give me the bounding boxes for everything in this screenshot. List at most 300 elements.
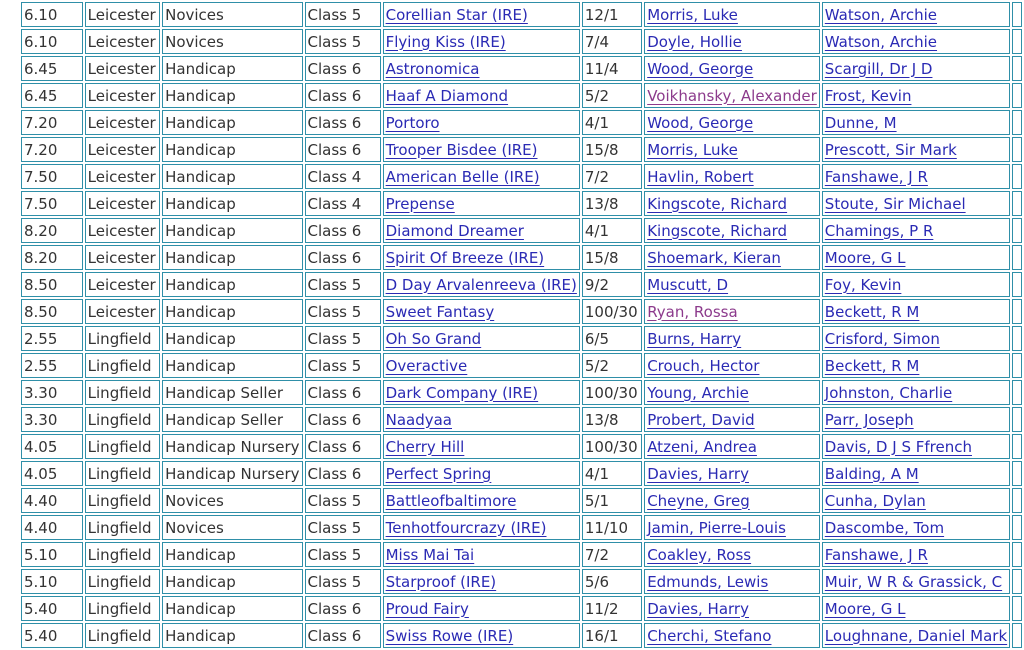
jockey-cell — [644, 272, 820, 297]
horse-link[interactable]: Corellian Star (IRE) — [385, 5, 528, 24]
trainer-cell — [822, 83, 1010, 108]
horse-link[interactable]: Oh So Grand — [385, 329, 482, 348]
race-type-cell — [162, 326, 302, 351]
course-cell — [85, 515, 160, 540]
race-time-cell — [21, 380, 83, 405]
odds-cell — [582, 56, 642, 81]
odds-text: 4/1 — [584, 221, 610, 240]
race-time-text: 3.30 — [24, 383, 58, 402]
race-class-cell — [305, 29, 381, 54]
trainer-link[interactable]: Beckett, R M — [824, 356, 920, 375]
trainer-cell — [822, 245, 1010, 270]
course-text: Leicester — [87, 113, 156, 132]
trainer-link[interactable]: Crisford, Simon — [824, 329, 940, 348]
race-time-cell — [21, 461, 83, 486]
table-row — [21, 29, 1022, 54]
odds-text: 16/1 — [584, 626, 619, 645]
race-time-text: 8.20 — [24, 221, 58, 240]
race-class-text: Class 4 — [307, 167, 362, 186]
course-text: Lingfield — [87, 329, 152, 348]
course-cell — [85, 137, 160, 162]
jockey-link[interactable]: Cherchi, Stefano — [647, 626, 772, 645]
trainer-link[interactable]: Balding, A M — [824, 464, 919, 483]
table-row — [21, 299, 1022, 324]
race-class-text: Class 4 — [307, 194, 362, 213]
horse-link[interactable]: Trooper Bisdee (IRE) — [385, 140, 538, 159]
race-time-cell — [21, 569, 83, 594]
trainer-cell — [822, 2, 1010, 27]
jockey-link[interactable]: Young, Archie — [647, 383, 749, 402]
jockey-cell — [644, 29, 820, 54]
race-class-text: Class 6 — [307, 599, 362, 618]
race-time-cell — [21, 623, 83, 648]
course-text: Lingfield — [87, 410, 152, 429]
trainer-cell — [822, 191, 1010, 216]
race-type-cell — [162, 110, 302, 135]
trainer-link[interactable]: Prescott, Sir Mark — [824, 140, 957, 159]
trainer-link[interactable]: Cunha, Dylan — [824, 491, 926, 510]
horse-link[interactable]: Cherry Hill — [385, 437, 465, 456]
race-class-text: Class 6 — [307, 437, 362, 456]
odds-cell — [582, 29, 642, 54]
table-row — [21, 488, 1022, 513]
race-class-cell — [305, 137, 381, 162]
course-text: Leicester — [87, 275, 156, 294]
odds-cell — [582, 299, 642, 324]
race-type-cell — [162, 245, 302, 270]
jockey-link[interactable]: Cheyne, Greg — [647, 491, 750, 510]
trainer-link[interactable]: Fanshawe, J R — [824, 167, 928, 186]
race-class-cell — [305, 191, 381, 216]
odds-cell — [582, 434, 642, 459]
horse-link[interactable]: Dark Company (IRE) — [385, 383, 539, 402]
jockey-link[interactable]: Atzeni, Andrea — [647, 437, 757, 456]
horse-link[interactable]: Swiss Rowe (IRE) — [385, 626, 514, 645]
trainer-link[interactable]: Frost, Kevin — [824, 86, 912, 105]
race-class-text: Class 6 — [307, 410, 362, 429]
horse-link[interactable]: Tenhotfourcrazy (IRE) — [385, 518, 547, 537]
odds-text: 11/4 — [584, 59, 619, 78]
trainer-cell — [822, 380, 1010, 405]
course-cell — [85, 569, 160, 594]
overflow-column-cell — [1012, 56, 1022, 81]
odds-text: 5/6 — [584, 572, 610, 591]
race-type-cell — [162, 2, 302, 27]
horse-cell — [383, 218, 580, 243]
overflow-column-cell — [1012, 245, 1022, 270]
race-type-text: Handicap Seller — [165, 410, 283, 429]
race-time-text: 7.50 — [24, 167, 58, 186]
horse-cell — [383, 272, 580, 297]
horse-link[interactable]: Astronomica — [385, 59, 480, 78]
odds-text: 4/1 — [584, 113, 610, 132]
horse-link[interactable]: Miss Mai Tai — [385, 545, 475, 564]
jockey-cell — [644, 299, 820, 324]
race-type-cell — [162, 191, 302, 216]
trainer-cell — [822, 272, 1010, 297]
race-time-cell — [21, 245, 83, 270]
overflow-column-cell — [1012, 29, 1022, 54]
horse-link[interactable]: Diamond Dreamer — [385, 221, 524, 240]
course-cell — [85, 2, 160, 27]
horse-link[interactable]: Prepense — [385, 194, 455, 213]
trainer-link[interactable]: Watson, Archie — [824, 5, 938, 24]
odds-cell — [582, 326, 642, 351]
race-time-text: 8.50 — [24, 302, 58, 321]
race-type-cell — [162, 569, 302, 594]
table-row — [21, 218, 1022, 243]
trainer-link[interactable]: Johnston, Charlie — [824, 383, 953, 402]
odds-text: 6/5 — [584, 329, 610, 348]
jockey-cell — [644, 515, 820, 540]
course-cell — [85, 407, 160, 432]
odds-text: 13/8 — [584, 194, 619, 213]
race-class-text: Class 5 — [307, 545, 362, 564]
results-table — [19, 0, 1024, 650]
race-time-text: 8.20 — [24, 248, 58, 267]
trainer-cell — [822, 569, 1010, 594]
race-time-cell — [21, 596, 83, 621]
jockey-link[interactable]: Morris, Luke — [647, 5, 738, 24]
course-cell — [85, 218, 160, 243]
jockey-cell — [644, 623, 820, 648]
horse-cell — [383, 2, 580, 27]
horse-cell — [383, 515, 580, 540]
course-cell — [85, 245, 160, 270]
jockey-cell — [644, 542, 820, 567]
odds-cell — [582, 272, 642, 297]
horse-cell — [383, 56, 580, 81]
race-time-cell — [21, 218, 83, 243]
race-class-text: Class 6 — [307, 248, 362, 267]
course-text: Lingfield — [87, 383, 152, 402]
race-time-text: 4.05 — [24, 437, 58, 456]
table-row — [21, 245, 1022, 270]
trainer-link[interactable]: Dunne, M — [824, 113, 897, 132]
race-class-cell — [305, 218, 381, 243]
trainer-cell — [822, 515, 1010, 540]
overflow-column-cell — [1012, 407, 1022, 432]
jockey-cell — [644, 569, 820, 594]
horse-link[interactable]: Starproof (IRE) — [385, 572, 497, 591]
overflow-column-cell — [1012, 164, 1022, 189]
trainer-link[interactable]: Davis, D J S Ffrench — [824, 437, 972, 456]
race-time-cell — [21, 434, 83, 459]
jockey-link[interactable]: Doyle, Hollie — [647, 32, 742, 51]
odds-cell — [582, 596, 642, 621]
odds-cell — [582, 137, 642, 162]
table-row — [21, 56, 1022, 81]
race-class-text: Class 5 — [307, 356, 362, 375]
odds-text: 15/8 — [584, 140, 619, 159]
race-type-cell — [162, 137, 302, 162]
race-type-text: Handicap — [165, 302, 236, 321]
race-class-text: Class 6 — [307, 626, 362, 645]
race-time-cell — [21, 164, 83, 189]
horse-cell — [383, 434, 580, 459]
horse-cell — [383, 137, 580, 162]
trainer-link[interactable]: Foy, Kevin — [824, 275, 902, 294]
course-cell — [85, 623, 160, 648]
odds-text: 13/8 — [584, 410, 619, 429]
trainer-link[interactable]: Watson, Archie — [824, 32, 938, 51]
table-row — [21, 83, 1022, 108]
race-class-cell — [305, 326, 381, 351]
odds-text: 7/2 — [584, 545, 610, 564]
trainer-cell — [822, 461, 1010, 486]
race-type-cell — [162, 56, 302, 81]
trainer-cell — [822, 326, 1010, 351]
race-time-text: 6.45 — [24, 86, 58, 105]
horse-link[interactable]: Haaf A Diamond — [385, 86, 509, 105]
odds-cell — [582, 191, 642, 216]
race-class-cell — [305, 596, 381, 621]
race-type-text: Handicap Nursery — [165, 437, 300, 456]
jockey-cell — [644, 137, 820, 162]
course-text: Leicester — [87, 140, 156, 159]
jockey-link[interactable]: Ryan, Rossa — [647, 302, 738, 321]
horse-cell — [383, 596, 580, 621]
course-text: Lingfield — [87, 599, 152, 618]
horse-link[interactable]: Overactive — [385, 356, 468, 375]
race-time-cell — [21, 137, 83, 162]
course-cell — [85, 596, 160, 621]
jockey-link[interactable]: Davies, Harry — [647, 464, 749, 483]
race-time-text: 5.40 — [24, 626, 58, 645]
horse-link[interactable]: D Day Arvalenreeva (IRE) — [385, 275, 577, 294]
race-class-text: Class 6 — [307, 59, 362, 78]
horse-link[interactable]: American Belle (IRE) — [385, 167, 540, 186]
overflow-column-cell — [1012, 434, 1022, 459]
course-cell — [85, 488, 160, 513]
course-cell — [85, 353, 160, 378]
horse-cell — [383, 110, 580, 135]
odds-cell — [582, 110, 642, 135]
course-text: Leicester — [87, 221, 156, 240]
trainer-link[interactable]: Moore, G L — [824, 599, 906, 618]
jockey-link[interactable]: Morris, Luke — [647, 140, 738, 159]
odds-text: 4/1 — [584, 464, 610, 483]
trainer-cell — [822, 596, 1010, 621]
overflow-column-cell — [1012, 191, 1022, 216]
race-class-cell — [305, 515, 381, 540]
jockey-link[interactable]: Voikhansky, Alexander — [647, 86, 817, 105]
trainer-link[interactable]: Loughnane, Daniel Mark — [824, 626, 1008, 645]
table-row — [21, 380, 1022, 405]
overflow-column-cell — [1012, 299, 1022, 324]
race-type-cell — [162, 29, 302, 54]
horse-cell — [383, 461, 580, 486]
trainer-cell — [822, 407, 1010, 432]
horse-cell — [383, 164, 580, 189]
course-text: Leicester — [87, 32, 156, 51]
race-class-text: Class 6 — [307, 221, 362, 240]
jockey-link[interactable]: Kingscote, Richard — [647, 194, 788, 213]
jockey-link[interactable]: Wood, George — [647, 113, 754, 132]
horse-cell — [383, 569, 580, 594]
course-cell — [85, 299, 160, 324]
race-time-cell — [21, 272, 83, 297]
odds-text: 11/10 — [584, 518, 629, 537]
trainer-link[interactable]: Scargill, Dr J D — [824, 59, 933, 78]
odds-cell — [582, 461, 642, 486]
race-time-text: 6.10 — [24, 32, 58, 51]
odds-text: 9/2 — [584, 275, 610, 294]
course-text: Leicester — [87, 5, 156, 24]
horse-link[interactable]: Portoro — [385, 113, 440, 132]
jockey-link[interactable]: Davies, Harry — [647, 599, 749, 618]
odds-text: 15/8 — [584, 248, 619, 267]
race-time-cell — [21, 56, 83, 81]
trainer-link[interactable]: Moore, G L — [824, 248, 906, 267]
horse-link[interactable]: Flying Kiss (IRE) — [385, 32, 506, 51]
jockey-link[interactable]: Burns, Harry — [647, 329, 742, 348]
odds-cell — [582, 623, 642, 648]
overflow-column-cell — [1012, 83, 1022, 108]
race-type-text: Handicap — [165, 545, 236, 564]
trainer-link[interactable]: Dascombe, Tom — [824, 518, 945, 537]
jockey-link[interactable]: Muscutt, D — [647, 275, 729, 294]
race-class-text: Class 6 — [307, 140, 362, 159]
table-row — [21, 434, 1022, 459]
horse-link[interactable]: Sweet Fantasy — [385, 302, 495, 321]
race-type-cell — [162, 380, 302, 405]
overflow-column-cell — [1012, 623, 1022, 648]
jockey-link[interactable]: Crouch, Hector — [647, 356, 760, 375]
race-class-cell — [305, 299, 381, 324]
table-row — [21, 542, 1022, 567]
horse-cell — [383, 245, 580, 270]
jockey-cell — [644, 353, 820, 378]
race-type-text: Handicap — [165, 140, 236, 159]
jockey-cell — [644, 596, 820, 621]
race-type-cell — [162, 353, 302, 378]
race-class-cell — [305, 569, 381, 594]
odds-text: 11/2 — [584, 599, 619, 618]
race-type-text: Handicap — [165, 113, 236, 132]
odds-text: 100/30 — [584, 437, 638, 456]
course-cell — [85, 272, 160, 297]
overflow-column-cell — [1012, 569, 1022, 594]
race-time-text: 5.10 — [24, 572, 58, 591]
race-time-text: 2.55 — [24, 356, 58, 375]
jockey-cell — [644, 164, 820, 189]
jockey-link[interactable]: Havlin, Robert — [647, 167, 754, 186]
race-time-cell — [21, 110, 83, 135]
odds-text: 5/2 — [584, 86, 610, 105]
race-time-cell — [21, 191, 83, 216]
trainer-cell — [822, 56, 1010, 81]
table-row — [21, 191, 1022, 216]
trainer-link[interactable]: Fanshawe, J R — [824, 545, 928, 564]
race-time-cell — [21, 326, 83, 351]
race-time-cell — [21, 407, 83, 432]
odds-cell — [582, 245, 642, 270]
race-class-cell — [305, 164, 381, 189]
race-time-text: 5.10 — [24, 545, 58, 564]
race-class-text: Class 5 — [307, 491, 362, 510]
horse-cell — [383, 29, 580, 54]
jockey-cell — [644, 56, 820, 81]
trainer-cell — [822, 137, 1010, 162]
race-type-text: Handicap — [165, 167, 236, 186]
jockey-link[interactable]: Wood, George — [647, 59, 754, 78]
course-text: Lingfield — [87, 437, 152, 456]
horse-link[interactable]: Battleofbaltimore — [385, 491, 517, 510]
race-type-cell — [162, 272, 302, 297]
jockey-cell — [644, 191, 820, 216]
trainer-cell — [822, 623, 1010, 648]
overflow-column-cell — [1012, 272, 1022, 297]
horse-link[interactable]: Spirit Of Breeze (IRE) — [385, 248, 545, 267]
trainer-cell — [822, 434, 1010, 459]
race-type-text: Handicap — [165, 275, 236, 294]
course-cell — [85, 110, 160, 135]
race-time-text: 8.50 — [24, 275, 58, 294]
overflow-column-cell — [1012, 542, 1022, 567]
race-class-cell — [305, 542, 381, 567]
race-type-text: Handicap — [165, 221, 236, 240]
race-class-cell — [305, 488, 381, 513]
course-text: Lingfield — [87, 572, 152, 591]
race-time-text: 4.40 — [24, 518, 58, 537]
jockey-link[interactable]: Coakley, Ross — [647, 545, 752, 564]
trainer-cell — [822, 353, 1010, 378]
jockey-link[interactable]: Shoemark, Kieran — [647, 248, 781, 267]
horse-cell — [383, 542, 580, 567]
course-cell — [85, 164, 160, 189]
jockey-link[interactable]: Edmunds, Lewis — [647, 572, 769, 591]
odds-cell — [582, 353, 642, 378]
race-class-text: Class 6 — [307, 113, 362, 132]
jockey-cell — [644, 380, 820, 405]
course-text: Leicester — [87, 59, 156, 78]
jockey-link[interactable]: Kingscote, Richard — [647, 221, 788, 240]
trainer-link[interactable]: Parr, Joseph — [824, 410, 914, 429]
horse-cell — [383, 488, 580, 513]
table-row — [21, 272, 1022, 297]
jockey-cell — [644, 110, 820, 135]
odds-text: 100/30 — [584, 302, 638, 321]
trainer-link[interactable]: Chamings, P R — [824, 221, 934, 240]
jockey-link[interactable]: Jamin, Pierre-Louis — [647, 518, 786, 537]
trainer-link[interactable]: Stoute, Sir Michael — [824, 194, 966, 213]
jockey-cell — [644, 2, 820, 27]
race-class-text: Class 5 — [307, 518, 362, 537]
race-type-text: Novices — [165, 491, 224, 510]
horse-link[interactable]: Perfect Spring — [385, 464, 492, 483]
table-row — [21, 596, 1022, 621]
jockey-cell — [644, 488, 820, 513]
overflow-column-cell — [1012, 380, 1022, 405]
course-cell — [85, 29, 160, 54]
race-time-cell — [21, 299, 83, 324]
horse-cell — [383, 353, 580, 378]
horse-link[interactable]: Proud Fairy — [385, 599, 469, 618]
horse-cell — [383, 380, 580, 405]
race-class-cell — [305, 353, 381, 378]
horse-link[interactable]: Naadyaa — [385, 410, 452, 429]
horse-cell — [383, 623, 580, 648]
trainer-link[interactable]: Beckett, R M — [824, 302, 920, 321]
trainer-link[interactable]: Muir, W R & Grassick, C — [824, 572, 1003, 591]
odds-text: 7/4 — [584, 32, 610, 51]
race-type-text: Handicap — [165, 626, 236, 645]
race-class-text: Class 5 — [307, 572, 362, 591]
race-type-cell — [162, 83, 302, 108]
jockey-link[interactable]: Probert, David — [647, 410, 755, 429]
race-type-cell — [162, 299, 302, 324]
